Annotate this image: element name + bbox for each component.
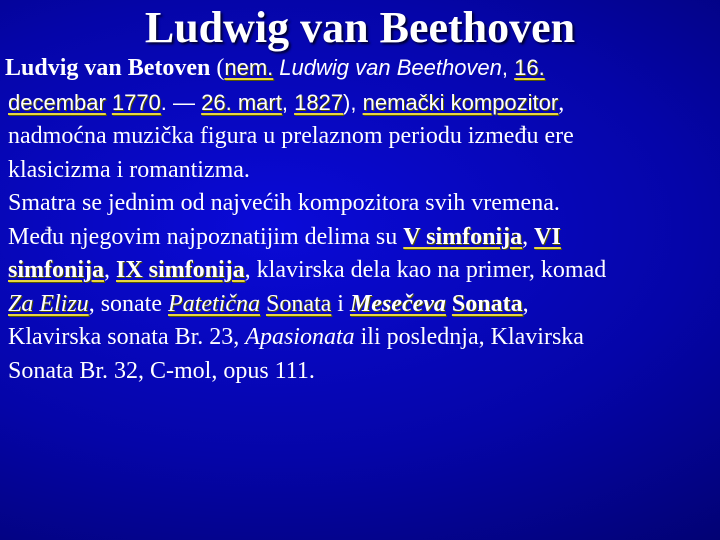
link-pathetique-sonata-word[interactable]: Sonata	[265, 290, 332, 317]
link-moonlight-sonata[interactable]: Mesečeva	[349, 290, 446, 317]
text-fragment: , Klavirska sonata Br. 23,	[8, 290, 529, 350]
text-fragment: i	[331, 290, 350, 317]
link-fur-elise[interactable]: Za Elizu	[8, 290, 89, 317]
link-ninth-symphony[interactable]: IX simfonija	[116, 257, 245, 283]
link-birth-date[interactable]: 16. decembar	[8, 55, 545, 115]
text-fragment: ,	[104, 257, 116, 283]
link-language[interactable]: nem.	[224, 55, 274, 80]
text-fragment: , nadmoćna muzička figura u prelaznom periodu između ere klasicizma i romantizma.	[8, 89, 574, 183]
link-fifth-symphony[interactable]: V simfonija	[403, 223, 523, 250]
text-fragment: ,	[522, 223, 535, 250]
text-fragment: (	[210, 55, 225, 81]
native-name: Ludwig van Beethoven	[279, 55, 502, 80]
slide-body	[5, 51, 618, 388]
paragraph-works	[8, 187, 618, 388]
text-fragment: ,	[501, 55, 515, 80]
link-death-year[interactable]: 1827	[294, 89, 344, 115]
paragraph-biography	[5, 51, 618, 187]
text-fragment: . —	[160, 89, 202, 115]
link-nationality-composer[interactable]: nemački kompozitor	[362, 89, 559, 115]
link-pathetique-sonata[interactable]: Patetična	[168, 290, 260, 317]
text-fragment: ,	[281, 89, 295, 115]
appassionata-title: Apasionata	[245, 324, 355, 350]
text-fragment: ili poslednja, Klavirska Sonata Br. 32, C-mol, opus 111.	[8, 324, 584, 384]
text-fragment: , sonate	[88, 290, 168, 317]
slide-title: Ludwig van Beethoven	[144, 3, 576, 52]
text-fragment: , klavirska dela kao na primer, komad	[244, 257, 607, 283]
link-moonlight-sonata-word[interactable]: Sonata	[451, 290, 523, 317]
composer-name: Ludvig van Betoven	[5, 55, 211, 81]
text-fragment: ),	[343, 89, 363, 115]
link-death-date[interactable]: 26. mart	[201, 89, 282, 115]
link-birth-year[interactable]: 1770	[111, 89, 161, 115]
text-fragment: Smatra se jednim od najvećih kompozitora svih vremena. Među njegovim najpoznatijim delima su	[8, 190, 560, 250]
link-sixth-symphony[interactable]: VI simfonija	[8, 223, 561, 283]
